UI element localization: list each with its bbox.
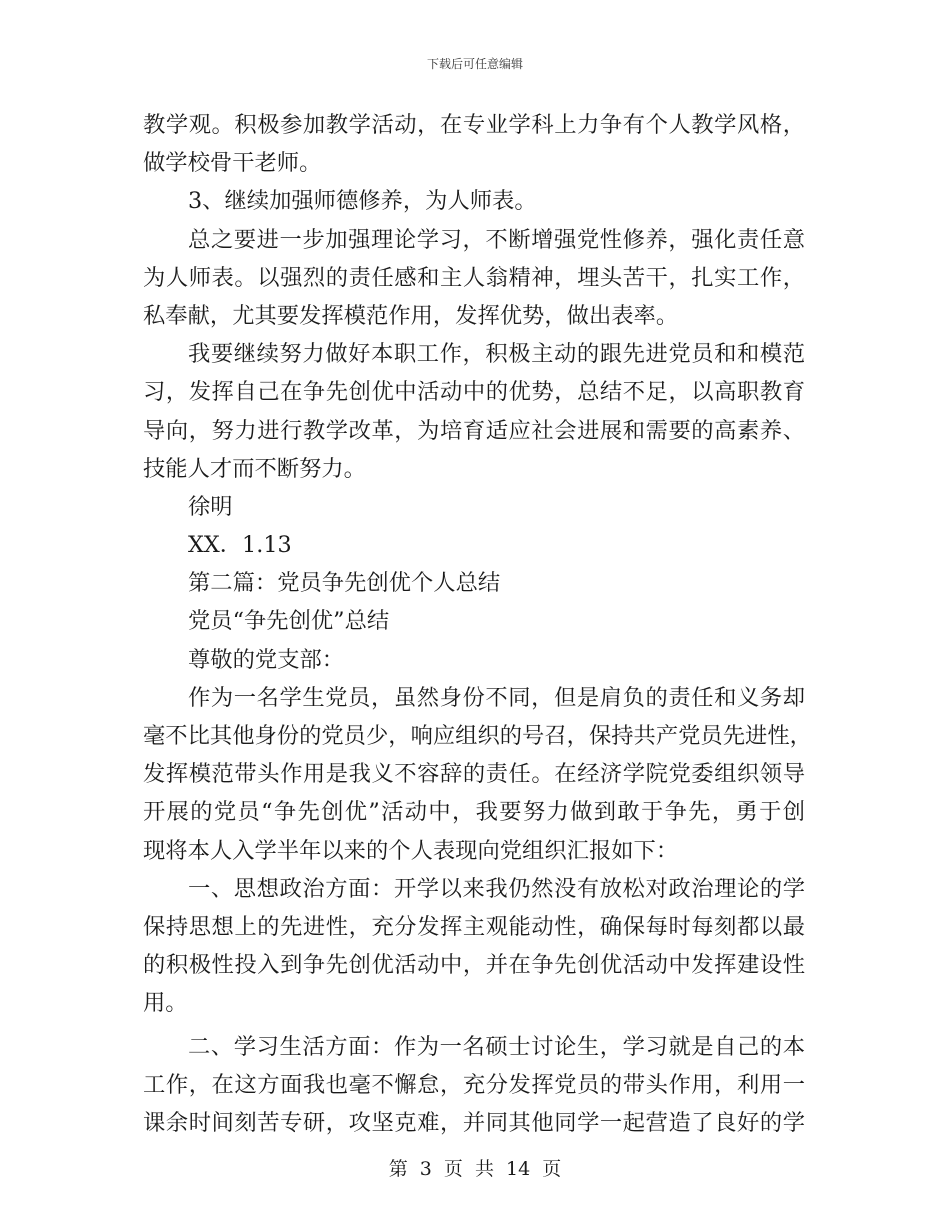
body-text-line: 我要继续努力做好本职工作，积极主动的跟先进党员和和模范 (188, 341, 805, 368)
body-text-line: 工作，在这方面我也毫不懈怠，充分发挥党员的带头作用，利用一 (143, 1071, 805, 1098)
body-text-line: 导向，努力进行教学改革，为培育适应社会进展和需要的高素养、 (143, 417, 805, 444)
body-text-line: 二、学习生活方面：作为一名硕士讨论生，学习就是自己的本 (188, 1033, 805, 1060)
body-text-line: 为人师表。以强烈的责任感和主人翁精神，埋头苦干，扎实工作， (143, 264, 805, 291)
body-text-line: 毫不比其他身份的党员少，响应组织的号召，保持共产党员先进性， (143, 723, 812, 749)
body-text-line: 开展的党员“争先创优”活动中，我要努力做到敢于争先，勇于创 (143, 799, 805, 826)
body-text-line: XX．1.13 (188, 532, 292, 559)
body-text-line: 发挥模范带头作用是我义不容辞的责任。在经济学院党委组织领导 (143, 761, 805, 788)
footer-page-word: 页 (443, 1158, 463, 1180)
page-header: 下载后可任意编辑 (426, 57, 523, 71)
footer-total-word: 共 (474, 1158, 494, 1180)
body-text-line: 保持思想上的先进性，充分发挥主观能动性，确保每时每刻都以最 (143, 913, 805, 940)
body-text-line: 教学观。积极参加教学活动，在专业学科上力争有个人教学风格， (143, 112, 805, 138)
body-text-line: 党员“争先创优”总结 (188, 608, 390, 635)
footer-page-number: 3 (419, 1158, 432, 1180)
body-text-line: 作为一名学生党员，虽然身份不同，但是肩负的责任和义务却 (188, 684, 805, 711)
body-text-line: 课余时间刻苦专研，攻坚克难，并同其他同学一起营造了良好的学 (143, 1109, 805, 1136)
body-text-line: 习，发挥自己在争先创优中活动中的优势，总结不足，以高职教育 (143, 379, 805, 406)
body-text-line: 用。 (143, 990, 188, 1017)
body-text-line: 尊敬的党支部： (188, 646, 345, 673)
body-text-line: 做学校骨干老师。 (143, 150, 322, 177)
footer-prefix: 第 (388, 1158, 408, 1180)
document-body (143, 106, 812, 1142)
body-text-line: 总之要进一步加强理论学习，不断增强党性修养，强化责任意 (188, 226, 805, 253)
page-footer (0, 1154, 950, 1181)
body-text-line: 第二篇：党员争先创优个人总结 (188, 570, 501, 597)
body-text-line: 的积极性投入到争先创优活动中，并在争先创优活动中发挥建设性 (143, 952, 805, 979)
body-text-line: 一、思想政治方面：开学以来我仍然没有放松对政治理论的学 (188, 875, 805, 902)
body-text-line: 现将本人入学半年以来的个人表现向党组织汇报如下： (143, 837, 679, 864)
body-text-line: 徐明 (188, 493, 233, 520)
body-text-line: 3、继续加强师德修养，为人师表。 (188, 188, 537, 215)
body-text-line: 技能人才而不断努力。 (143, 455, 366, 482)
footer-suffix: 页 (542, 1158, 562, 1180)
footer-total-pages: 14 (506, 1158, 531, 1180)
body-text-line: 私奉献，尤其要发挥模范作用，发挥优势，做出表率。 (143, 302, 679, 329)
